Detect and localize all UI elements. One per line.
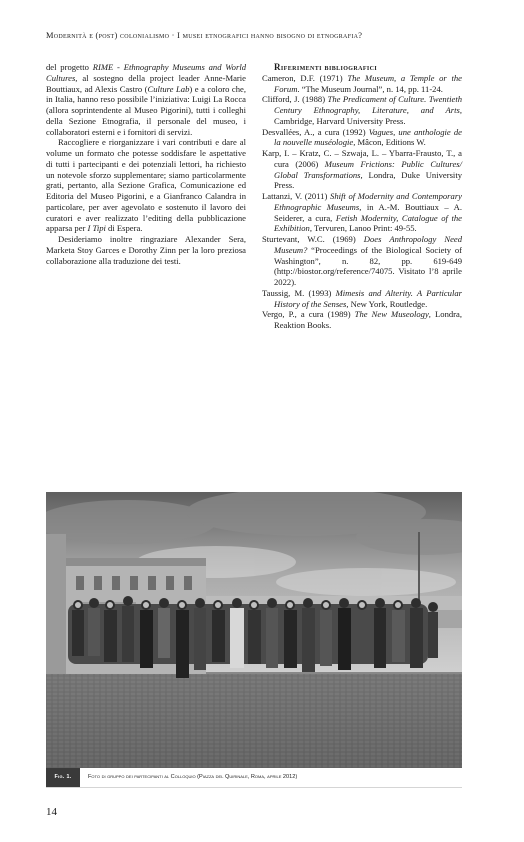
running-head: Modernità e (post) colonialismo · I musei etnografici hanno bisogno di etnografia? — [46, 31, 363, 40]
page-number: 14 — [46, 806, 57, 818]
reference-entry: Clifford, J. (1988) The Predicament of Culture. Twentieth Century Ethnography, Literature, and Arts, Cambridge, Harvard University Press. — [262, 94, 463, 126]
acknowledgements-paragraph: del progetto RIME - Ethnography Museums and World Cultures, al sostegno della project leader Anne-Marie Bouttiaux, ad Alexis Castro (Culture Lab) e a coloro che, in Italia, hanno reso possibile l’iniziativa: Luigi La Rocca (allora soprintendente al Museo Pigorini), tutti i colleghi della Sezione Etnografia, il personale del museo, i collaboratori esterni e i fornitori di servizi. — [46, 62, 247, 137]
acknowledgements-paragraph: Raccogliere e riorganizzare i vari contributi e dare al volume un formato che potesse soddisfare le aspettative di tutti i partecipanti e dei potenziali lettori, ha richiesto un notevole sforzo supplementare; siamo particolarmente grati, pertanto, alla Sezione Grafica, Comunicazione ed Editoria del Museo Pigorini, e a Gianfranco Calandra in particolare, per aver agevolato e sostenuto il lavoro dei curatori e aver realizzato l’editing della pubblicazione apparsa per I Tipi di Espera. — [46, 137, 246, 234]
figure-caption-text: Foto di gruppo dei partecipanti al Colloquio (Piazza del Quirinale, Roma, aprile 2012) — [88, 774, 298, 780]
acknowledgements-paragraph: Desideriamo inoltre ringraziare Alexander Sera, Marketa Stoy Garces e Dorothy Zinn per la loro preziosa collaborazione alla traduzione dei testi. — [46, 234, 246, 266]
references-heading: Riferimenti bibliografici — [274, 62, 378, 72]
figure-label: Fig. 1. — [46, 768, 80, 787]
reference-entry: Vergo, P., a cura (1989) The New Museology, Londra, Reaktion Books. — [262, 309, 462, 330]
reference-entry: Cameron, D.F. (1971) The Museum, a Temple or the Forum. “The Museum Journal”, n. 14, pp. 11-24. — [262, 72, 462, 94]
reference-entry: Lattanzi, V. (2011) Shift of Modernity and Contemporary Ethnographic Museums, in A.-M. Bouttiaux – A. Seiderer, a cura, Fetish Modernity, Catalogue of the Exhibition, Tervuren, Lanoo Print: 49-55. — [262, 191, 462, 234]
reference-entry: Taussig, M. (1993) Mimesis and Alterity. A Particular History of the Senses, New York, Routledge. — [262, 287, 462, 309]
reference-entry: Karp, I. – Kratz, C. – Szwaja, L. – Ybarra-Frausto, T., a cura (2006) Museum Frictions: Public Cultures/ Global Transformations, Londra, Duke University Press. — [262, 148, 462, 191]
body-text-column — [46, 62, 246, 266]
reference-entry: Desvallées, A., a cura (1992) Vagues, une anthologie de la nouvelle muséologie, Mâcon, Editions W. — [262, 126, 462, 148]
reference-entry: Sturtevant, W.C. (1969) Does Anthropology Need Museum? “Proceedings of the Biological Society of Washington”, n. 82, pp. 619-649 (http://biostor.org/reference/74075. Visitato l’8 aprile 2022). — [262, 234, 462, 287]
figure-caption — [46, 768, 462, 788]
references-column — [262, 62, 462, 331]
group-photo — [46, 492, 462, 768]
